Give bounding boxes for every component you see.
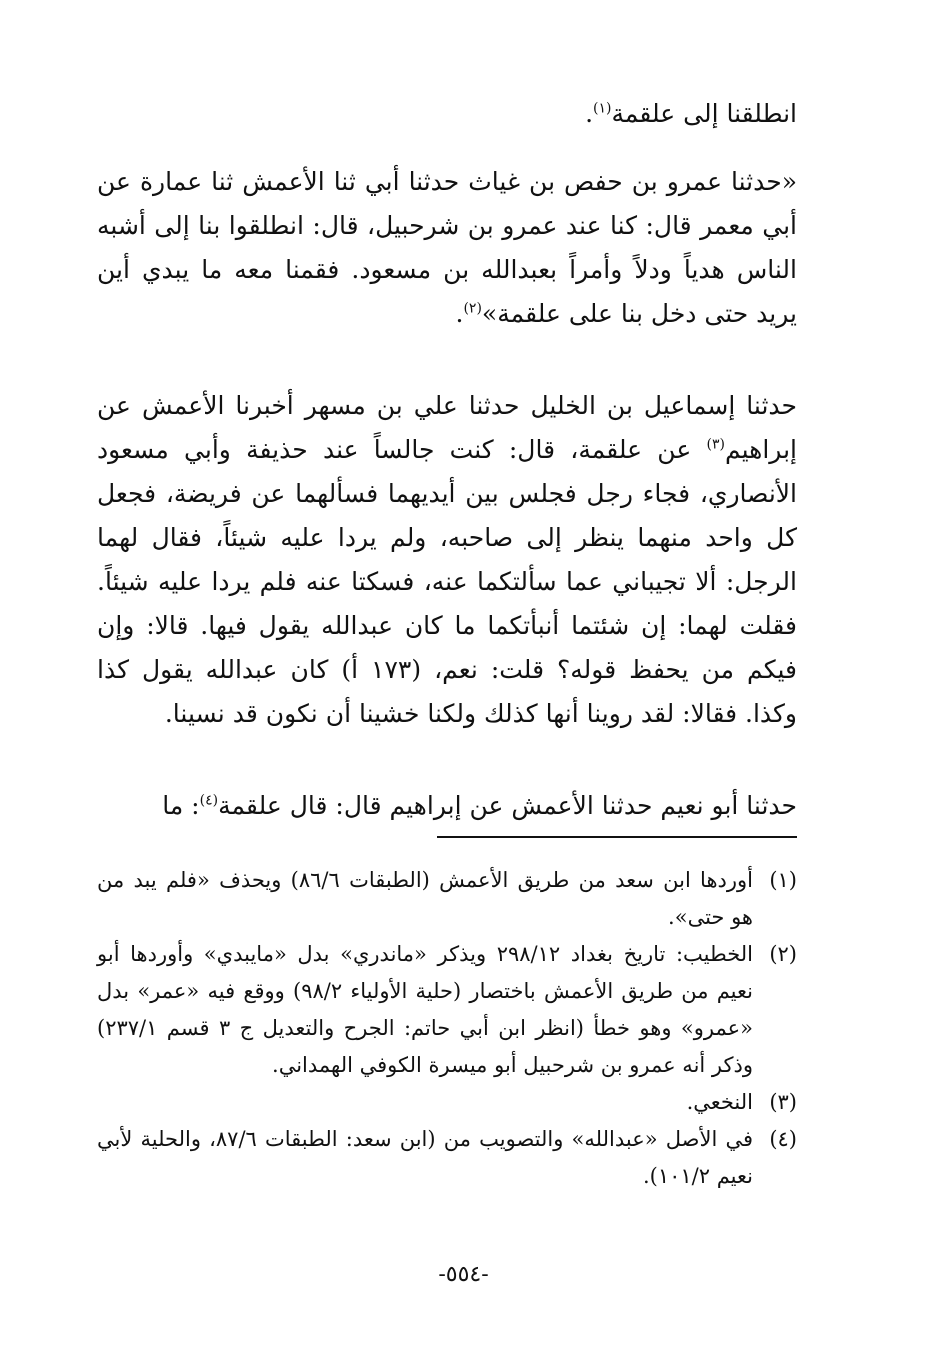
paragraph-4-end: : ما: [162, 791, 200, 820]
footnote-number: (٤): [769, 1127, 797, 1151]
paragraph-1: [97, 92, 797, 136]
paragraph-3-start: حدثنا إسماعيل بن الخليل حدثنا علي بن مسهر أخبرنا الأعمش عن إبراهيم: [97, 391, 797, 464]
footnote-ref-2[interactable]: (٢): [463, 300, 482, 317]
footnote-text: في الأصل «عبدالله» والتصويب من (ابن سعد: الطبقات ٨٧/٦، والحلية لأبي نعيم ١٠١/٢).: [97, 1127, 753, 1188]
paragraph-4: [97, 784, 797, 828]
footnote-text: النخعي.: [686, 1090, 753, 1114]
footnote-1: [97, 862, 797, 936]
paragraph-3: [97, 384, 797, 736]
footnotes-list: [97, 862, 797, 1195]
footnote-ref-1[interactable]: (١): [593, 100, 612, 117]
paragraph-2-end: .: [455, 299, 464, 328]
footnote-number: (١): [769, 868, 797, 892]
footnote-3: [97, 1084, 797, 1121]
paragraph-2-text: «حدثنا عمرو بن حفص بن غياث حدثنا أبي ثنا الأعمش ثنا عمارة عن أبي معمر قال: كنا عند عمرو بن شرحبيل، قال: انطلقوا بنا إلى أشبه الناس هدياً ودلاً وأمراً بعبدالله بن مسعود. فقمنا معه ما يبدي أين يريد حتى دخل بنا على علقمة»: [97, 167, 797, 328]
footnote-number: (٣): [769, 1090, 797, 1114]
main-text: [97, 92, 797, 828]
page-number: -٥٥٤-: [438, 1262, 489, 1287]
footnote-2: [97, 936, 797, 1084]
paragraph-2: [97, 160, 797, 336]
footnote-4: [97, 1121, 797, 1195]
paragraph-1-text: انطلقنا إلى علقمة: [611, 99, 797, 128]
paragraph-1-end: .: [585, 99, 594, 128]
footnote-text: الخطيب: تاريخ بغداد ٢٩٨/١٢ ويذكر «ماندري» بدل «مايبدي» وأوردها أبو نعيم من طريق الأعمش باختصار (حلية الأولياء ٩٨/٢) ووقع فيه «عمر» بدل «عمرو» وهو خطأ (انظر ابن أبي حاتم: الجرح والتعديل ج ٣ قسم ٢٣٧/١) وذكر أنه عمرو بن شرحبيل أبو ميسرة الكوفي الهمداني.: [97, 942, 754, 1077]
paragraph-3-text: عن علقمة، قال: كنت جالساً عند حذيفة وأبي مسعود الأنصاري، فجاء رجل فجلس بين أيديهما فسألهما عن فريضة، فجعل كل واحد منهما ينظر إلى صاحبه، ولم يردا عليه شيئاً، فقال لهما الرجل: ألا تجيباني عما سألتكما عنه، فسكتا عنه فلم يردا عليه شيئاً. فقلت لهما: إن شئتما أنبأتكما ما كان عبدالله يقول فيها. قالا: وإن فيكم من يحفظ قوله؟ قلت: نعم، (١٧٣ أ) كان عبدالله يقول كذا وكذا. فقالا: لقد روينا أنها كذلك ولكنا خشينا أن نكون قد نسينا.: [97, 435, 797, 728]
footnote-divider: [437, 836, 797, 838]
footnote-ref-4[interactable]: (٤): [199, 792, 219, 809]
paragraph-4-text: حدثنا أبو نعيم حدثنا الأعمش عن إبراهيم قال: قال علقمة: [218, 791, 797, 820]
footnote-ref-3[interactable]: (٣): [706, 436, 725, 453]
footnote-number: (٢): [769, 942, 797, 966]
footnote-text: أوردها ابن سعد من طريق الأعمش (الطبقات ٨٦/٦) ويحذف «فلم يبد من هو حتى».: [97, 868, 753, 929]
